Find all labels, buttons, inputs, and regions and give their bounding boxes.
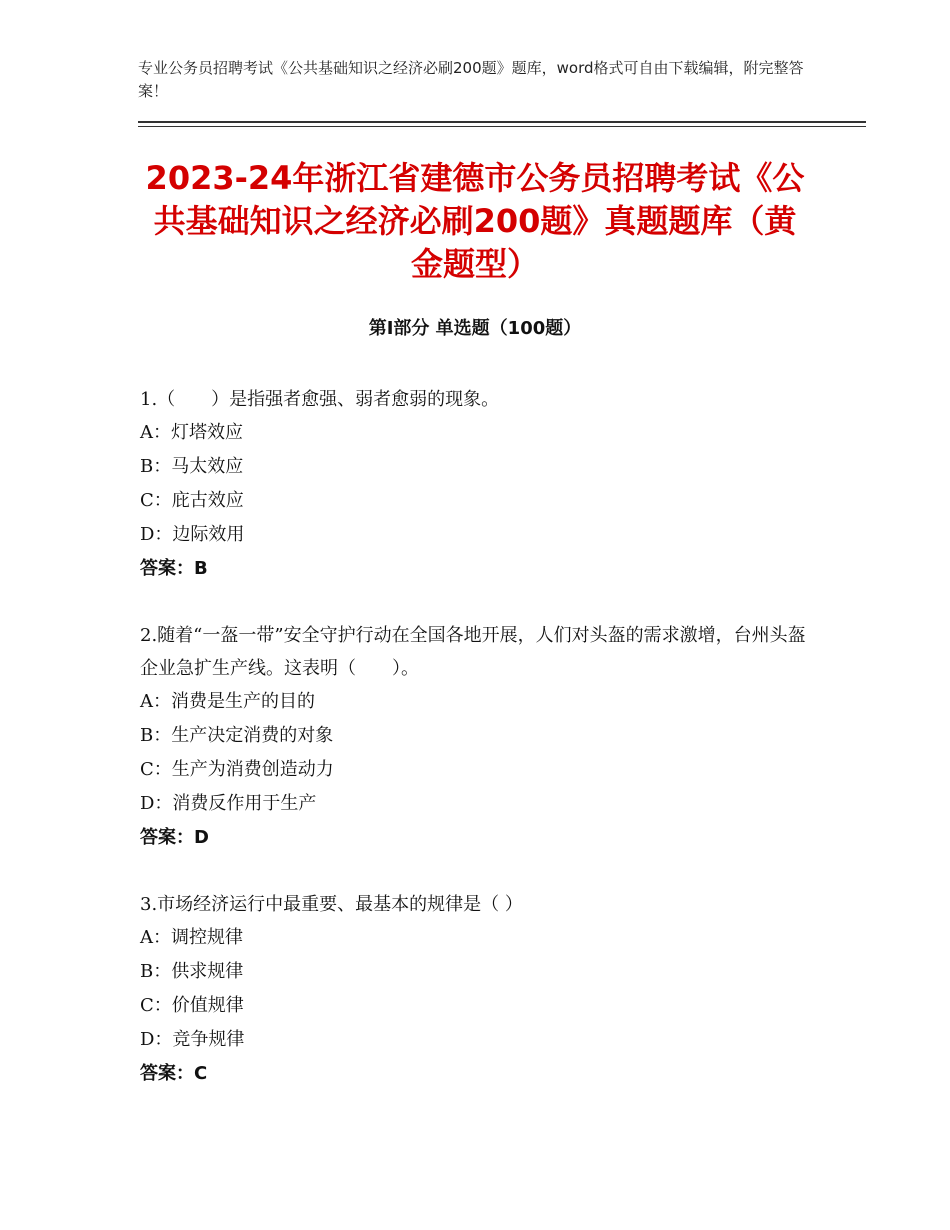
header-rule-thin	[138, 126, 866, 127]
option-a: A：调控规律	[140, 927, 243, 948]
answer-line: 答案：D	[140, 827, 209, 848]
option-d: D：竞争规律	[140, 1029, 245, 1050]
header-note: 专业公务员招聘考试《公共基础知识之经济必刷200题》题库，word格式可自由下载编辑，附完整答案！	[138, 59, 804, 100]
option-c: C：庇古效应	[140, 490, 244, 511]
option-d: D：边际效用	[140, 524, 245, 545]
header-rule-thick	[138, 121, 866, 123]
answer-line: 答案：B	[140, 558, 208, 579]
option-d: D：消费反作用于生产	[140, 793, 317, 814]
question-stem: 1.（ ）是指强者愈强、弱者愈弱的现象。	[140, 389, 500, 410]
document-title: 2023-24年浙江省建德市公务员招聘考试《公共基础知识之经济必刷200题》真题题库（黄金题型）	[145, 159, 805, 283]
question-stem: 3.市场经济运行中最重要、最基本的规律是（ ）	[140, 894, 523, 915]
option-b: B：供求规律	[140, 961, 244, 982]
question-3	[140, 888, 820, 1091]
section-title: 第Ⅰ部分 单选题（100题）	[368, 318, 582, 339]
question-2	[140, 619, 820, 855]
option-c: C：生产为消费创造动力	[140, 759, 334, 780]
option-c: C：价值规律	[140, 995, 244, 1016]
question-list	[140, 383, 820, 1124]
question-1	[140, 383, 820, 586]
answer-line: 答案：C	[140, 1063, 208, 1084]
option-a: A：灯塔效应	[140, 422, 243, 443]
option-a: A：消费是生产的目的	[140, 691, 315, 712]
option-b: B：生产决定消费的对象	[140, 725, 334, 746]
option-b: B：马太效应	[140, 456, 244, 477]
question-stem: 2.随着“一盔一带”安全守护行动在全国各地开展，人们对头盔的需求激增，台州头盔企业急扩生产线。这表明（ ）。	[140, 625, 806, 679]
